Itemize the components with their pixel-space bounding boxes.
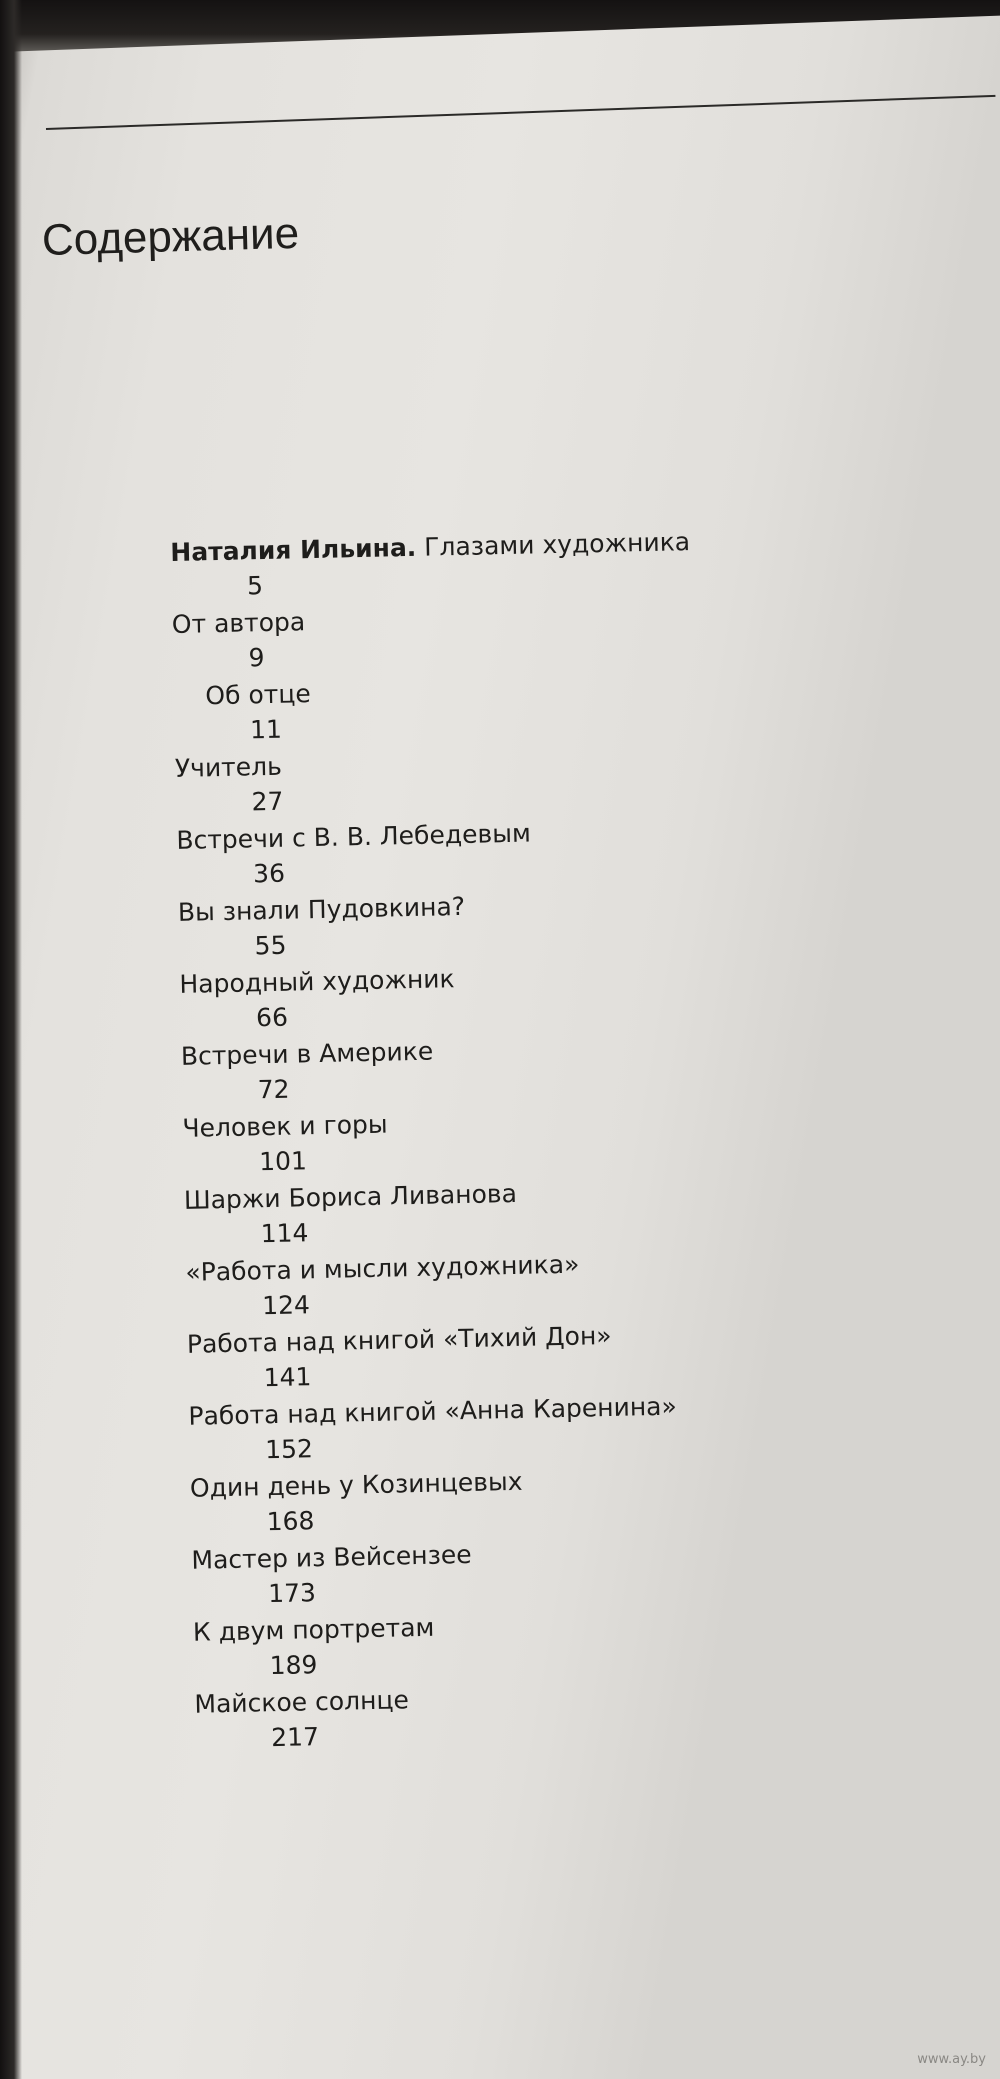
toc-entry-title: Вы знали Пудовкина?	[177, 891, 466, 927]
contents-heading: Содержание	[41, 208, 300, 265]
toc-entry-page: 141	[263, 1362, 312, 1393]
toc-entry-title: Встречи с В. В. Лебедевым	[176, 818, 532, 855]
toc-entry-page: 217	[270, 1722, 320, 1753]
header-rule	[46, 95, 995, 130]
toc-entry	[182, 1100, 703, 1183]
book-cover-edge-top	[0, 0, 1000, 52]
toc-entry-page: 9	[248, 643, 265, 673]
toc-entry-page: 124	[261, 1290, 311, 1321]
toc-entry-page: 11	[249, 714, 283, 745]
toc-entry-title: Работа над книгой «Тихий Дон»	[186, 1320, 612, 1359]
toc-entry-page: 189	[269, 1650, 318, 1681]
toc-entry-author: Наталия Ильина.	[170, 532, 417, 567]
toc-entry-page: 27	[251, 786, 284, 817]
toc-entry	[187, 1316, 708, 1399]
toc-entry-title: Об отце	[205, 679, 311, 711]
table-of-contents	[170, 524, 715, 1759]
toc-entry	[190, 1460, 711, 1543]
toc-entry-title: «Работа и мысли художника»	[185, 1249, 580, 1287]
toc-entry	[191, 1532, 712, 1615]
book-cover-edge-left	[0, 0, 22, 2079]
toc-entry-page: 5	[246, 571, 264, 601]
toc-entry-page: 101	[258, 1146, 308, 1177]
toc-entry-page: 152	[264, 1434, 314, 1465]
toc-entry	[184, 1172, 705, 1255]
toc-entry-title: Народный художник	[179, 964, 455, 999]
toc-entry-page: 72	[257, 1074, 290, 1105]
toc-entry-page: 173	[267, 1578, 317, 1609]
toc-entry	[173, 668, 694, 751]
toc-entry-title: Человек и горы	[182, 1109, 388, 1143]
toc-entry	[178, 884, 699, 967]
toc-entry	[181, 1028, 702, 1111]
toc-entry	[170, 524, 691, 607]
toc-entry-title-text: Глазами художника	[423, 527, 691, 562]
toc-entry-title: Шаржи Бориса Ливанова	[183, 1178, 518, 1215]
toc-entry	[188, 1388, 709, 1471]
toc-entry-title: Учитель	[174, 751, 283, 783]
toc-entry-title: Работа над книгой «Анна Каренина»	[188, 1391, 678, 1431]
toc-entry-page: 36	[252, 858, 286, 889]
toc-entry	[176, 812, 697, 895]
toc-entry	[185, 1244, 706, 1327]
toc-entry-title: Один день у Козинцевых	[189, 1466, 523, 1503]
toc-entry-title: Встречи в Америке	[180, 1036, 434, 1071]
toc-entry	[179, 956, 700, 1039]
toc-entry	[193, 1604, 714, 1687]
toc-entry-page: 114	[260, 1218, 309, 1249]
toc-entry-title: Мастер из Вейсензее	[191, 1539, 472, 1575]
toc-entry-title: От автора	[171, 607, 306, 639]
toc-entry	[172, 596, 693, 679]
toc-entry	[194, 1676, 715, 1759]
toc-entry	[175, 740, 696, 823]
toc-entry-page: 168	[266, 1506, 315, 1537]
toc-entry-page: 66	[255, 1002, 289, 1033]
toc-entry-title: Майское солнце	[194, 1685, 410, 1719]
toc-entry-title: К двум портретам	[192, 1612, 435, 1647]
toc-entry-page: 55	[254, 930, 287, 961]
site-watermark: www.ay.by	[917, 2052, 986, 2067]
